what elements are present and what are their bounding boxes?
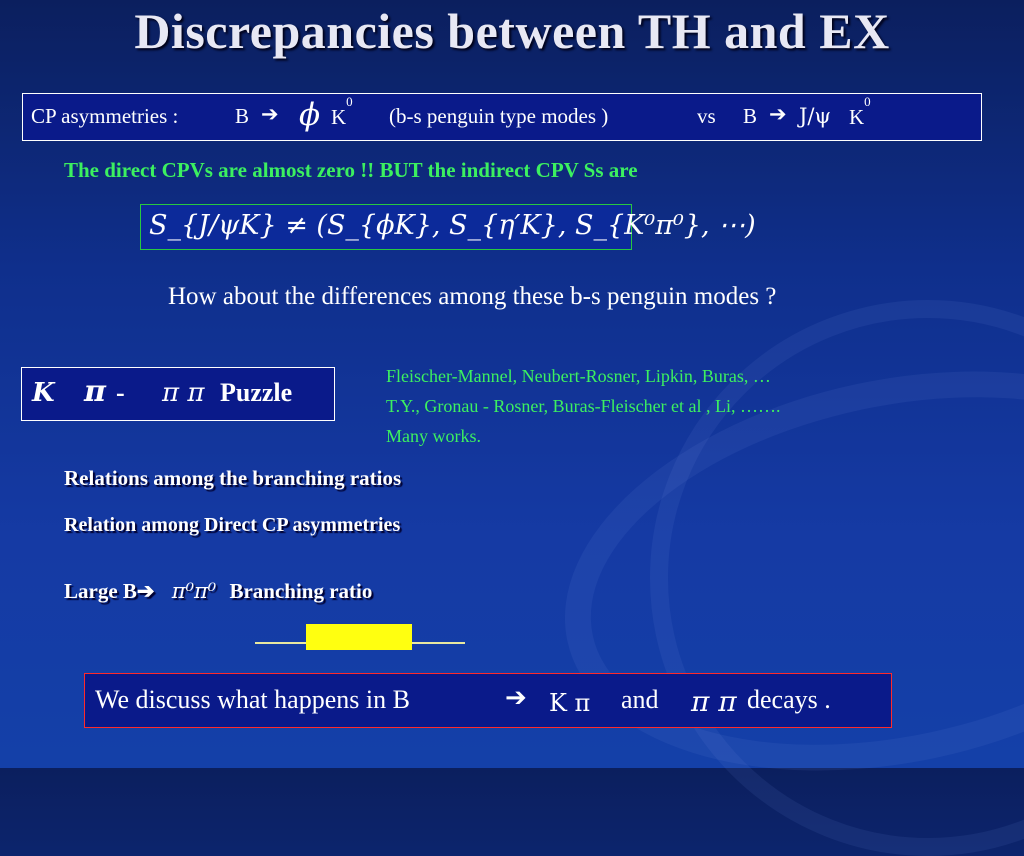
how-about-question: How about the differences among these b-s penguin modes ?: [168, 283, 777, 310]
arrow-icon-2: ➔: [769, 102, 787, 126]
direct-cpv-text: The direct CPVs are almost zero !! BUT the indirect CPV Ss are: [64, 158, 638, 182]
cp-label: CP asymmetries :: [31, 104, 179, 128]
down-arrow-icon: [306, 624, 412, 650]
phi-symbol: ϕ: [299, 97, 321, 133]
arrow-icon: ➔: [261, 102, 279, 126]
branching-relations-text: Relations among the branching ratios: [64, 466, 402, 490]
and-text: and: [621, 685, 659, 714]
b-meson-label: B: [235, 104, 250, 128]
discuss-prefix: We discuss what happens in B: [95, 685, 410, 714]
slide-title: Discrepancies between TH and EX: [134, 3, 890, 59]
k-pi-puzzle-box: [21, 367, 335, 421]
k-pi-symbol: K π: [549, 689, 591, 717]
reference-line: Many works.: [386, 426, 481, 446]
pi0-pi0-symbol: π⁰π⁰: [171, 579, 217, 603]
large-b-text: Large B: [64, 579, 137, 603]
penguin-modes-text: (b-s penguin type modes ): [389, 104, 609, 128]
discuss-suffix: decays .: [747, 685, 831, 714]
k-meson-label-2: $K^0$: [849, 94, 871, 129]
pi-pi-symbol-2: π π: [691, 685, 737, 718]
direct-cp-relation-text: Relation among Direct CP asymmetries: [64, 514, 401, 536]
cp-asymmetries-box: [22, 93, 982, 141]
branching-ratio-text: Branching ratio: [229, 579, 373, 603]
b-meson-label-2: B: [743, 104, 758, 128]
pi-symbol: π: [84, 374, 106, 409]
pi-pi-symbol: π π: [162, 378, 205, 408]
s-parameter-formula: S_{J/ψK} ≠ (S_{ϕK}, S_{η′K}, S_{K⁰π⁰}, ⋯): [149, 210, 756, 241]
jpsi-label: J/ψ: [799, 104, 831, 128]
references-list: [386, 361, 781, 451]
vs-text: vs: [697, 104, 716, 128]
reference-line: T.Y., Gronau - Rosner, Buras-Fleischer et al , Li, …….: [386, 396, 781, 416]
puzzle-label: Puzzle: [220, 378, 293, 407]
dash-text: -: [116, 378, 125, 407]
large-b-line: [64, 579, 372, 604]
k-symbol: K: [32, 378, 55, 408]
discussion-box: [84, 673, 892, 728]
formula-box: [140, 204, 756, 250]
arrow-icon-3: ➔: [136, 579, 155, 603]
k-meson-label: $K^0$: [331, 94, 353, 129]
arrow-icon-4: ➔: [505, 683, 527, 712]
reference-line: Fleischer-Mannel, Neubert-Rosner, Lipkin, Buras, …: [386, 366, 771, 386]
